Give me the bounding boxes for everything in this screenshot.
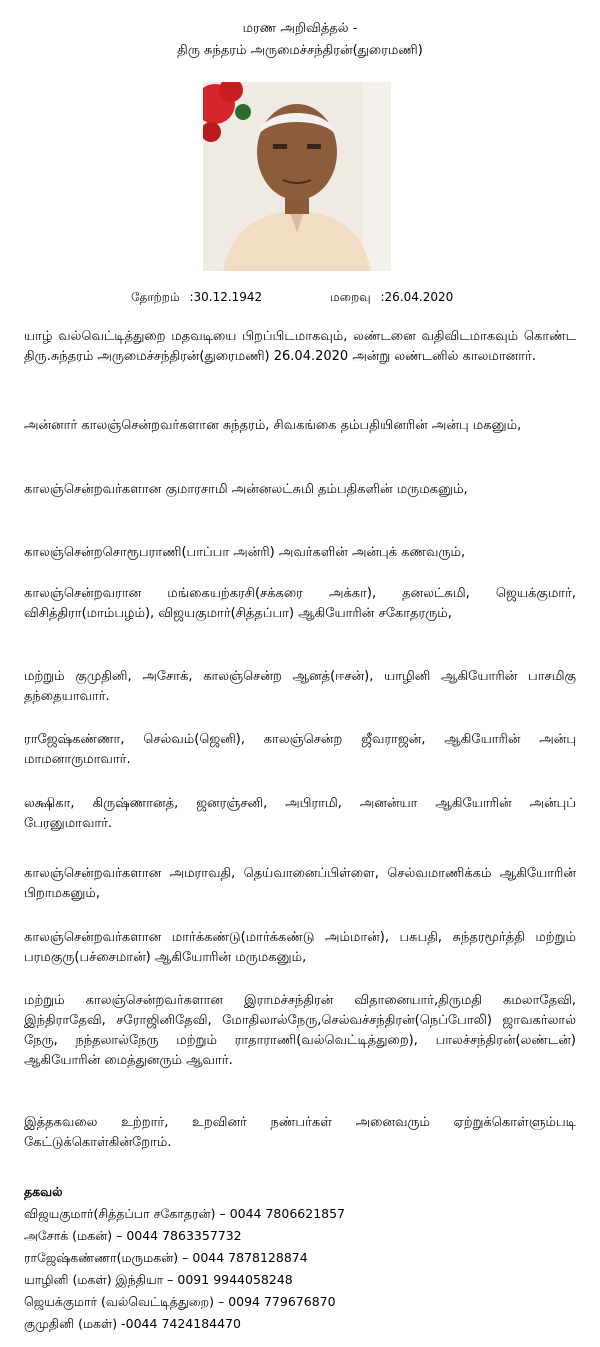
paragraph-parents: அன்னார் காலஞ்சென்றவர்களான சுந்தரம், சிவகங்கை தம்பதியினரின் அன்பு மகனும், [24, 418, 522, 433]
contact-row: ராஜேஷ்கண்ணா(மருமகன்) – 0044 7878128874 [24, 1250, 308, 1265]
death-value: :26.04.2020 [380, 290, 454, 304]
paragraph-siblings: காலஞ்சென்றவரான மங்கையற்கரசி(சக்கரை அக்கா), தனலட்சுமி, ஜெயக்குமார், விசித்திரா(மாம்பழம்), விஜயகுமார்(சித்தப்பா) ஆகியோரின் சகோதரரும், [24, 586, 576, 621]
birth-date [131, 290, 262, 306]
birth-label: தோற்றம் [131, 290, 180, 304]
contact-row: அசோக் (மகன்) – 0044 7863357732 [24, 1228, 242, 1243]
paragraph-grandchildren: லக்ஷிகா, கிருஷ்ணானத், ஜனரஞ்சனி, அபிராமி, அனன்யா ஆகியோரின் அன்புப் பேரனுமாவார். [24, 796, 576, 831]
deceased-name: திரு சுந்தரம் அருமைச்சந்திரன்(துரைமணி) [177, 43, 423, 58]
death-label: மறைவு [330, 290, 371, 304]
paragraph-wife: காலஞ்சென்றசொரூபராணி(பாப்பா அன்ரி) அவர்களின் அன்புக் கணவரும், [24, 545, 466, 560]
paragraph-grandparents: காலஞ்சென்றவர்களான அமராவதி, தெய்வானைப்பிள்ளை, செல்வமாணிக்கம் ஆகியோரின் பிறாமகனும், [24, 866, 576, 901]
paragraph-cousins: மற்றும் காலஞ்சென்றவர்களான இராமச்சந்திரன் விதானையார்,திருமதி கமலாதேவி, இந்திராதேவி, சரோஜினிதேவி, மோதிலால்நேரு,செல்வச்சந்திரன்(நெப்போலி) ஜாவகர்லால் நேரு, நந்தலால்நேரு மற்றும் ராதாராணி(வல்வெட்டித்துறை), பாலச்சந்திரன்(லண்டன்) ஆகியோரின் மைத்துனரும் ஆவார். [24, 993, 576, 1068]
contact-row: ஜெயக்குமார் (வல்வெட்டித்துறை) – 0094 779676870 [24, 1294, 336, 1309]
paragraph-intro: யாழ் வல்வெட்டித்துறை மதவடியை பிறப்பிடமாகவும், லண்டனை வதிவிடமாகவும் கொண்ட திரு.சுந்தரம் அருமைச்சந்திரன்(துரைமணி) 26.04.2020 அன்று லண்டனில் காலமானார். [24, 329, 576, 364]
birth-value: :30.12.1942 [189, 290, 263, 304]
paragraph-in-laws: காலஞ்சென்றவர்களான குமாரசாமி அன்னலட்சுமி தம்பதிகளின் மருமகனும், [24, 482, 468, 497]
portrait-photo [203, 82, 391, 271]
death-date [330, 290, 453, 306]
contact-row: விஜயகுமார்(சித்தப்பா சகோதரன்) – 0044 7806621857 [24, 1206, 346, 1221]
paragraph-closing: இத்தகவலை உற்றார், உறவினர் நண்பர்கள் அனைவரும் ஏற்றுக்கொள்ளும்படி கேட்டுக்கொள்கின்றோம். [24, 1115, 576, 1150]
notice-title: மரண அறிவித்தல் - [242, 21, 358, 36]
contact-row: குமுதினி (மகள்) -0044 7424184470 [24, 1316, 241, 1331]
paragraph-children: மற்றும் குமுதினி, அசோக், காலஞ்சென்ற ஆனத்(ஈசன்), யாழினி ஆகியோரின் பாசமிகு தந்தையாவார். [24, 669, 576, 704]
paragraph-uncles: காலஞ்சென்றவர்களான மார்க்கண்டு(மார்க்கண்டு அம்மான்), பசுபதி, சுந்தரமூர்த்தி மற்றும் பரமகுரு(பச்சைமான்) ஆகியோரின் மருமகனும், [24, 930, 576, 965]
contact-list [24, 1181, 345, 1335]
contact-heading: தகவல் [24, 1184, 63, 1199]
contact-row: யாழினி (மகள்) இந்தியா – 0091 9944058248 [24, 1272, 293, 1287]
paragraph-children-in-law: ராஜேஷ்கண்ணா, செல்வம்(ஜெனி), காலஞ்சென்ற ஜீவராஜன், ஆகியோரின் அன்பு மாமனாருமாவார். [24, 732, 576, 767]
